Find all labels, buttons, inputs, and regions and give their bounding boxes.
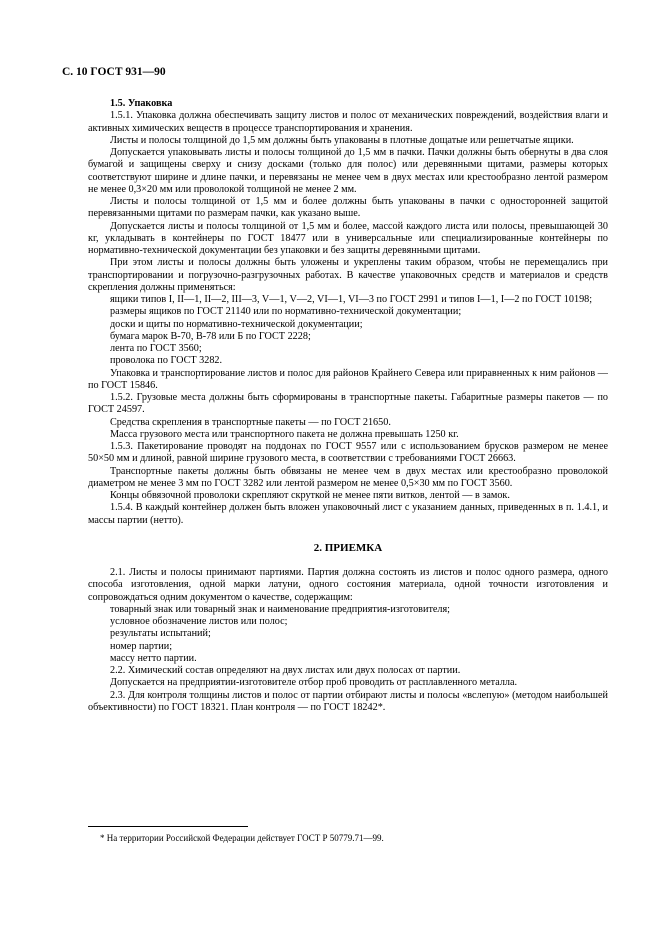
list-item: условное обозначение листов или полос; xyxy=(110,616,288,627)
paragraph: Листы и полосы толщиной до 1,5 мм должны быть упакованы в плотные дощатые или решетчатые ящики. xyxy=(110,134,574,146)
list-item: массу нетто партии. xyxy=(110,652,197,664)
paragraph: Транспортные пакеты должны быть обвязаны не менее чем в двух местах или крестообразно проволокой диаметром не менее 3 мм по ГОСТ 3282 или лентой размером не менее 0,5×30 мм по ГОСТ 3560. xyxy=(88,465,608,489)
paragraph: 1.5.2. Грузовые места должны быть сформированы в транспортные пакеты. Габаритные размеры пакетов — по ГОСТ 24597. xyxy=(88,392,608,416)
list-item: размеры ящиков по ГОСТ 21140 или по нормативно-технической документации; xyxy=(110,306,462,318)
paragraph: Листы и полосы толщиной от 1,5 мм и более должны быть упакованы в пачки с односторонней защитой перевязанными щитами по размерам пачки, как указано выше. xyxy=(88,196,608,220)
document-body xyxy=(88,98,608,714)
list-item: номер партии; xyxy=(110,640,173,652)
paragraph: Допускается листы и полосы толщиной от 1,5 мм и более, массой каждого листа или полосы, превышающей 30 кг, укладывать в контейнеры по ГОСТ 18477 или в универсальные или специализированные контейнеры по нормативно-технической документации без упаковки и без защиты деревянными щитами. xyxy=(88,220,608,256)
paragraph: 2.3. Для контроля толщины листов и полос от партии отбирают листы и полосы «вслепую» (методом наибольшей объективности) по ГОСТ 18321. План контроля — по ГОСТ 18242*. xyxy=(88,689,608,713)
list-item: бумага марок В-70, В-78 или Б по ГОСТ 2228; xyxy=(110,330,311,342)
paragraph: 2.1. Листы и полосы принимают партиями. Партия должна состоять из листов и полос одного размера, одного способа изготовления, одной марки латуни, одного состояния материала, одной точности изготовления и сопровождаться одним документом о качестве, содержащим: xyxy=(88,567,608,603)
list-item: ящики типов I, II—1, II—2, III—3, V—1, V—2, VI—1, VI—3 по ГОСТ 2991 и типов I—1, I—2 по ГОСТ 10198; xyxy=(110,294,593,305)
paragraph: Упаковка и транспортирование листов и полос для районов Крайнего Севера или приравненных к ним районов — по ГОСТ 15846. xyxy=(88,367,608,391)
paragraph: 1.5.3. Пакетирование проводят на поддонах по ГОСТ 9557 или с использованием брусков размером не менее 50×50 мм и длиной, равной ширине грузового места, в соответствии с требованиями ГОСТ 26663. xyxy=(88,441,608,465)
section-title-acceptance: 2. ПРИЕМКА xyxy=(313,541,383,554)
list-item: проволока по ГОСТ 3282. xyxy=(110,355,223,367)
paragraph: Концы обвязочной проволоки скрепляют скруткой не менее пяти витков, лентой — в замок. xyxy=(110,490,510,501)
page-header: С. 10 ГОСТ 931—90 xyxy=(62,66,166,78)
paragraph: 2.2. Химический состав определяют на двух листах или двух полосах от партии. xyxy=(110,665,461,676)
paragraph: Масса грузового места или транспортного пакета не должна превышать 1250 кг. xyxy=(110,428,459,440)
list-item: товарный знак или товарный знак и наименование предприятия-изготовителя; xyxy=(110,603,451,615)
paragraph: 1.5.4. В каждый контейнер должен быть вложен упаковочный лист с указанием данных, приведенных в п. 1.4.1, и массы партии (нетто). xyxy=(88,502,608,526)
paragraph: Допускается на предприятии-изготовителе отбор проб проводить от расплавленного металла. xyxy=(110,677,518,689)
paragraph: Допускается упаковывать листы и полосы толщиной до 1,5 мм в пачки. Пачки должны быть обернуты в два слоя бумагой и защищены сверху и снизу досками (только для полос) или деревянными щитами, размеры которых соответствуют ширине и длине пачки, и перевязаны не менее чем в двух местах или крестообразно лентой размером не менее 0,3×20 мм или проволокой толщиной не менее 2 мм. xyxy=(88,147,608,195)
list-item: результаты испытаний; xyxy=(110,628,211,640)
list-item: лента по ГОСТ 3560; xyxy=(110,343,202,354)
paragraph: При этом листы и полосы должны быть уложены и укреплены таким образом, чтобы не перемещались при транспортировании и погрузочно-разгрузочных работах. В качестве упаковочных средств и материалов и средств скрепления должны применяться: xyxy=(88,257,608,293)
section-heading-packing: 1.5. Упаковка xyxy=(110,98,173,109)
footnote-divider xyxy=(88,826,248,827)
footnote: * На территории Российской Федерации действует ГОСТ Р 50779.71—99. xyxy=(100,833,384,843)
paragraph: 1.5.1. Упаковка должна обеспечивать защиту листов и полос от механических повреждений, воздействия влаги и активных химических веществ в процессе транспортирования и хранения. xyxy=(88,110,608,134)
paragraph: Средства скрепления в транспортные пакеты — по ГОСТ 21650. xyxy=(110,416,391,428)
list-item: доски и щиты по нормативно-технической документации; xyxy=(110,318,363,330)
